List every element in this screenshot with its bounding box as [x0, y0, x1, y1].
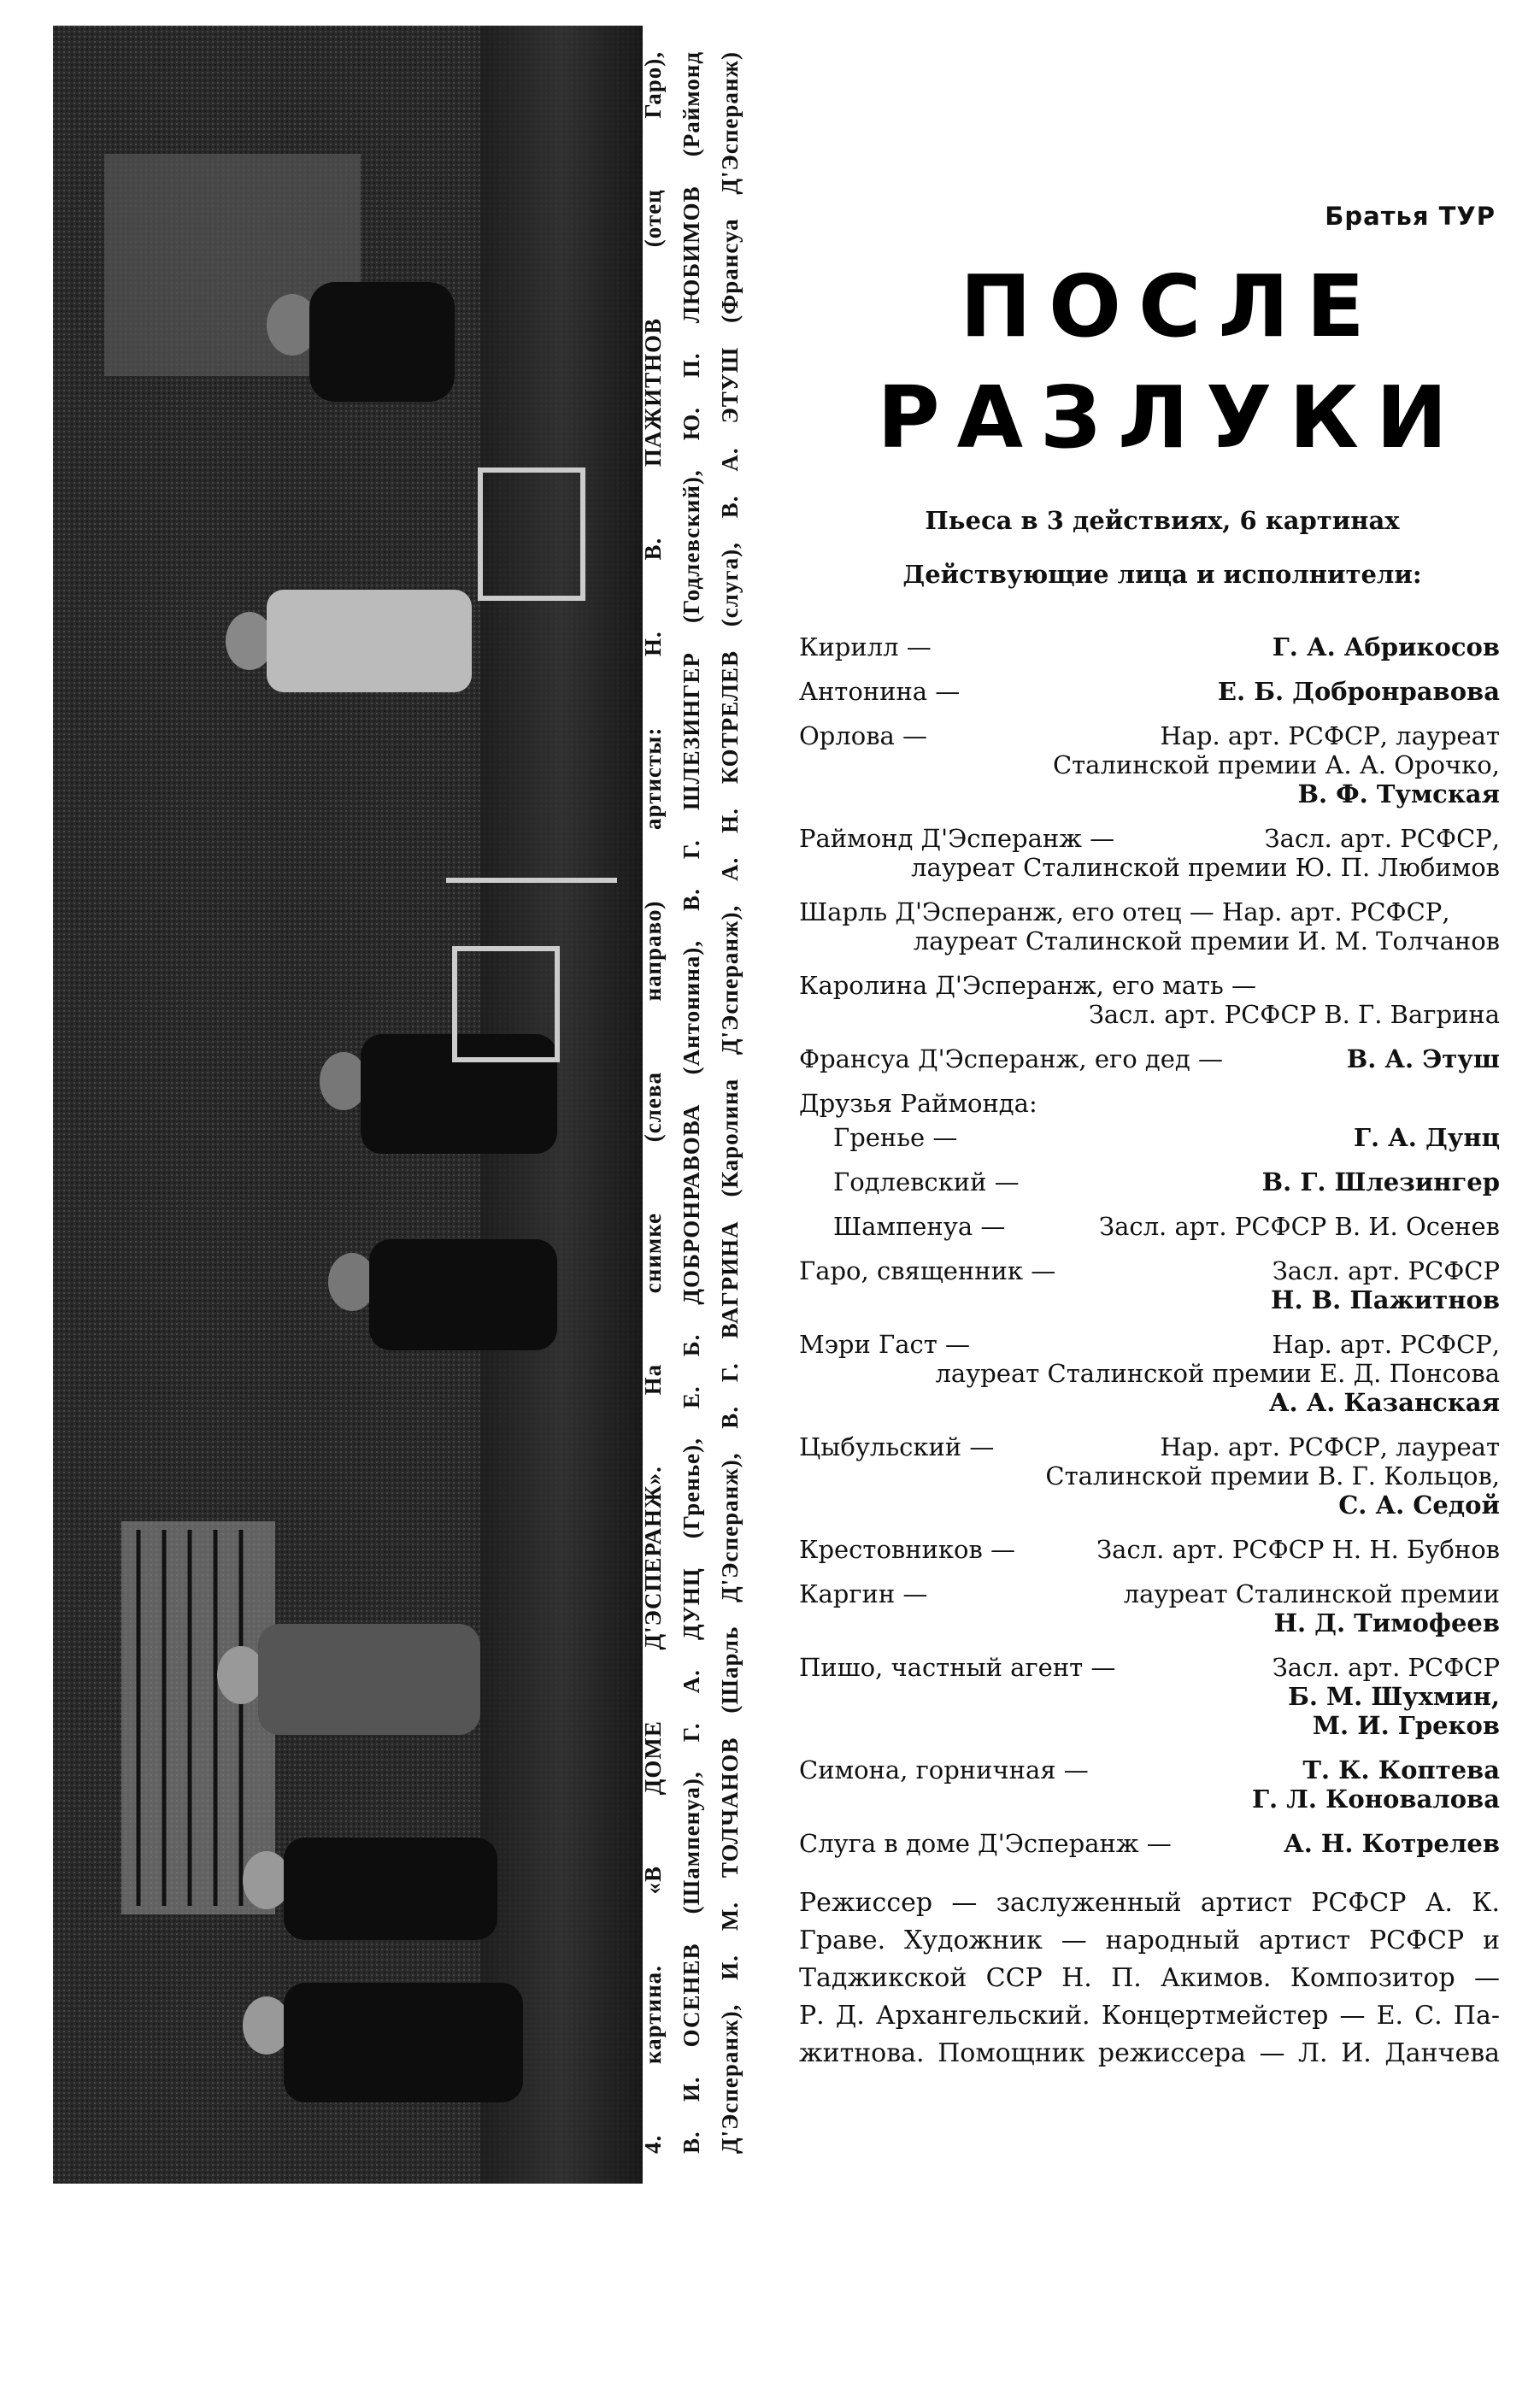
cast-entry: Антонина — Е. Б. Добронравова: [799, 677, 1500, 706]
cast-entry: Каргин — лауреат Сталинской премии Н. Д. Тимофеев: [799, 1579, 1500, 1637]
cast-entry: Раймонд Д'Эсперанж — Засл. арт. РСФСР, лауреат Сталинской премии Ю. П. Любимов: [799, 824, 1500, 882]
caption-line-2: В. И. ОСЕНЕВ (Шампенуа), Г. А. ДУНЦ (Гренье), Е. Б. ДОБРОНРАВОВА (Антонина), В. Г. ШЛЕЗИНГЕР (Годлевский), Ю. П. ЛЮБИМОВ (Раймонд: [679, 51, 704, 2154]
author: Братья ТУР: [1325, 202, 1496, 231]
caption-line-3: Д'Эсперанж), И. М. ТОЛЧАНОВ (Шарль Д'Эсперанж), В. Г. ВАГРИНА (Каролина Д'Эсперанж), А. Н. КОТРЕЛЕВ (слуга), В. А. ЭТУШ (Франсуа Д'Эсперанж): [717, 51, 743, 2154]
cast-entry: Симона, горничная — Т. К. Коптева Г. Л. Коновалова: [799, 1755, 1500, 1814]
credits-line-5: житнова. Помощник режиссера — Л. И. Данчева: [799, 2038, 1500, 2068]
cast-entry: Цыбульский — Нар. арт. РСФСР, лауреат Сталинской премии В. Г. Кольцов, С. А. Седой: [799, 1432, 1500, 1520]
stage-photo: [53, 26, 643, 2184]
caption-line-1: 4. картина. «В ДОМЕ Д'ЭСПЕРАНЖ». На снимке (слева направо) артисты: Н. В. ПАЖИТНОВ (отец Гаро),: [640, 51, 666, 2154]
cast-entry: Шарль Д'Эсперанж, его отец — Нар. арт. РСФСР, лауреат Сталинской премии И. М. Толчанов: [799, 897, 1500, 955]
cast-entry: Кирилл — Г. А. Абрикосов: [799, 632, 1500, 661]
cast-entry: Годлевский — В. Г. Шлезингер: [833, 1167, 1500, 1196]
cast-entry: Слуга в доме Д'Эсперанж — А. Н. Котрелев: [799, 1829, 1500, 1858]
title-line-1: ПОСЛЕ: [960, 256, 1382, 356]
genre: Пьеса в 3 действиях, 6 картинах: [925, 506, 1400, 535]
cast-list: [799, 632, 1500, 1873]
cast-entry: Орлова — Нар. арт. РСФСР, лауреат Сталинской премии А. А. Орочко, В. Ф. Тумская: [799, 721, 1500, 808]
credits-line-2: Граве. Художник — народный артист РСФСР и: [799, 1926, 1500, 1955]
friends-heading: Друзья Раймонда:: [799, 1089, 1037, 1118]
production-credits: [799, 1884, 1500, 2073]
cast-entry: Крестовников — Засл. арт. РСФСР Н. Н. Бубнов: [799, 1535, 1500, 1564]
credits-line-4: Р. Д. Архангельский. Концертмейстер — Е. С. Па-: [799, 2001, 1500, 2031]
cast-entry: Франсуа Д'Эсперанж, его дед — В. А. Этуш: [799, 1044, 1500, 1073]
title-line-2: РАЗЛУКИ: [877, 367, 1465, 467]
cast-entry: Гренье — Г. А. Дунц: [833, 1123, 1500, 1152]
cast-entry: Шампенуа — Засл. арт. РСФСР В. И. Осенев: [833, 1212, 1500, 1241]
cast-entry: Гаро, священник — Засл. арт. РСФСР Н. В. Пажитнов: [799, 1256, 1500, 1314]
cast-entry: Мэри Гаст — Нар. арт. РСФСР, лауреат Сталинской премии Е. Д. Понсова А. А. Казанская: [799, 1330, 1500, 1417]
cast-entry: Каролина Д'Эсперанж, его мать — Засл. арт. РСФСР В. Г. Вагрина: [799, 971, 1500, 1029]
cast-heading: Действующие лица и исполнители:: [902, 560, 1422, 589]
credits-line-1: Режиссер — заслуженный артист РСФСР А. К.: [799, 1888, 1500, 1918]
photo-caption: [634, 51, 788, 2154]
credits-line-3: Таджикской ССР Н. П. Акимов. Композитор —: [799, 1963, 1500, 1993]
cast-entry: Пишо, частный агент — Засл. арт. РСФСР Б. М. Шухмин, М. И. Греков: [799, 1653, 1500, 1740]
